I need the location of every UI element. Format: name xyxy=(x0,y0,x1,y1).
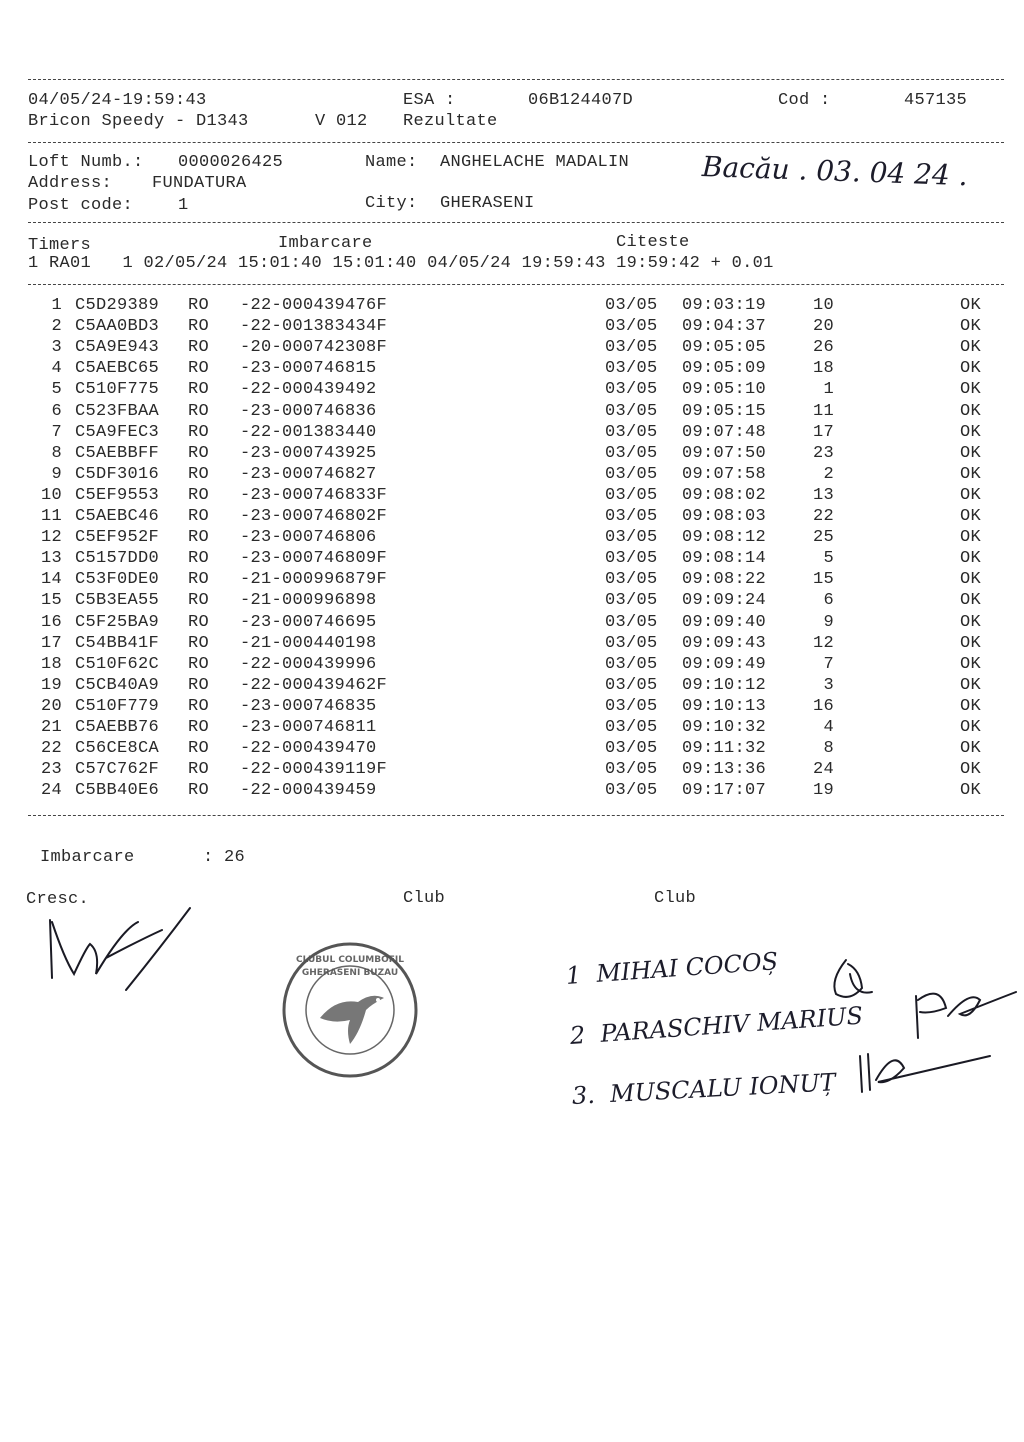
table-row xyxy=(0,549,1024,570)
row-time: 09:04:37 xyxy=(682,317,767,337)
row-country: RO xyxy=(188,464,210,484)
row-index: 9 xyxy=(51,464,62,484)
table-row xyxy=(0,380,1024,401)
row-position: 3 xyxy=(823,675,834,695)
row-country: RO xyxy=(188,296,210,315)
row-status: OK xyxy=(960,549,982,569)
cod-label: Cod : xyxy=(778,91,831,110)
timers-label: Timers xyxy=(28,236,92,255)
row-date: 03/05 xyxy=(605,296,658,315)
row-position: 20 xyxy=(812,317,834,337)
loft-numb-value: 0000026425 xyxy=(178,153,284,172)
separator-header xyxy=(28,142,1004,143)
row-status: OK xyxy=(960,296,982,315)
row-date: 03/05 xyxy=(605,675,658,695)
row-country: RO xyxy=(188,654,210,674)
row-ring: -22-000439462F xyxy=(240,675,388,695)
city-value: GHERASENI xyxy=(440,194,535,213)
row-time: 09:05:05 xyxy=(682,338,767,358)
row-status: OK xyxy=(960,654,982,674)
breeder-signature xyxy=(40,900,200,1000)
postcode-value: 1 xyxy=(178,196,189,215)
row-chip: C53F0DE0 xyxy=(75,570,160,590)
row-status: OK xyxy=(960,760,982,780)
row-date: 03/05 xyxy=(605,380,658,400)
table-row xyxy=(0,697,1024,718)
table-row xyxy=(0,760,1024,781)
row-ring: -23-000746695 xyxy=(240,612,377,632)
row-date: 03/05 xyxy=(605,422,658,442)
row-index: 12 xyxy=(40,528,62,548)
row-time: 09:09:40 xyxy=(682,612,767,632)
table-row xyxy=(0,528,1024,549)
row-date: 03/05 xyxy=(605,612,658,632)
row-index: 17 xyxy=(40,633,62,653)
table-row xyxy=(0,444,1024,465)
row-ring: -20-000742308F xyxy=(240,338,388,358)
row-status: OK xyxy=(960,380,982,400)
row-status: OK xyxy=(960,675,982,695)
row-index: 10 xyxy=(40,485,62,505)
row-status: OK xyxy=(960,633,982,653)
row-date: 03/05 xyxy=(605,654,658,674)
row-country: RO xyxy=(188,338,210,358)
row-time: 09:07:48 xyxy=(682,422,767,442)
table-row xyxy=(0,739,1024,760)
row-date: 03/05 xyxy=(605,401,658,421)
row-status: OK xyxy=(960,739,982,759)
row-position: 10 xyxy=(812,296,834,315)
witness-1: 1 MIHAI COCOȘ xyxy=(565,947,779,990)
row-ring: -23-000746827 xyxy=(240,464,377,484)
row-country: RO xyxy=(188,317,210,337)
row-status: OK xyxy=(960,507,982,526)
row-ring: -21-000440198 xyxy=(240,633,377,653)
row-date: 03/05 xyxy=(605,359,658,379)
row-chip: C5AEBBFF xyxy=(75,443,160,463)
row-ring: -22-000439476F xyxy=(240,296,388,315)
row-ring: -22-000439492 xyxy=(240,380,377,400)
row-ring: -22-000439996 xyxy=(240,654,377,674)
row-ring: -23-000746811 xyxy=(240,718,377,737)
row-status: OK xyxy=(960,359,982,379)
row-time: 09:09:49 xyxy=(682,654,767,674)
row-position: 13 xyxy=(812,485,834,505)
row-country: RO xyxy=(188,570,210,590)
row-status: OK xyxy=(960,718,982,737)
imbarcare-total-value: : 26 xyxy=(203,848,246,867)
row-ring: -21-000996898 xyxy=(240,591,377,611)
row-status: OK xyxy=(960,464,982,484)
row-date: 03/05 xyxy=(605,633,658,653)
row-index: 1 xyxy=(51,296,62,315)
row-index: 24 xyxy=(40,781,62,801)
row-time: 09:09:24 xyxy=(682,591,767,611)
row-position: 7 xyxy=(823,654,834,674)
row-ring: -22-000439459 xyxy=(240,781,377,801)
row-chip: C5EF952F xyxy=(75,528,160,548)
handwritten-date-note: Bacău . 03. 04 24 . xyxy=(701,150,969,193)
name-value: ANGHELACHE MADALIN xyxy=(440,153,630,172)
table-row xyxy=(0,359,1024,380)
row-ring: -23-000746802F xyxy=(240,507,388,526)
row-chip: C54BB41F xyxy=(75,633,160,653)
row-chip: C5AEBB76 xyxy=(75,718,160,737)
row-ring: -22-001383434F xyxy=(240,317,388,337)
row-status: OK xyxy=(960,422,982,442)
row-position: 6 xyxy=(823,591,834,611)
row-chip: C5EF9553 xyxy=(75,485,160,505)
row-position: 23 xyxy=(812,443,834,463)
row-date: 03/05 xyxy=(605,718,658,737)
row-time: 09:09:43 xyxy=(682,633,767,653)
device-version: V 012 xyxy=(315,112,368,131)
row-position: 18 xyxy=(812,359,834,379)
table-row xyxy=(0,402,1024,423)
row-ring: -23-000743925 xyxy=(240,443,377,463)
row-index: 16 xyxy=(40,612,62,632)
row-date: 03/05 xyxy=(605,443,658,463)
row-date: 03/05 xyxy=(605,338,658,358)
witness-2: 2 PARASCHIV MARIUS xyxy=(569,1001,864,1050)
row-position: 22 xyxy=(812,507,834,526)
row-ring: -23-000746809F xyxy=(240,549,388,569)
table-row xyxy=(0,296,1024,317)
row-country: RO xyxy=(188,696,210,716)
row-position: 2 xyxy=(823,464,834,484)
row-index: 14 xyxy=(40,570,62,590)
separator-results xyxy=(28,815,1004,816)
row-time: 09:10:12 xyxy=(682,675,767,695)
row-country: RO xyxy=(188,380,210,400)
pigeon-icon xyxy=(320,996,384,1044)
row-status: OK xyxy=(960,591,982,611)
row-chip: C5CB40A9 xyxy=(75,675,160,695)
row-position: 9 xyxy=(823,612,834,632)
row-date: 03/05 xyxy=(605,549,658,569)
row-position: 25 xyxy=(812,528,834,548)
table-row xyxy=(0,486,1024,507)
row-chip: C510F779 xyxy=(75,696,160,716)
row-country: RO xyxy=(188,760,210,780)
row-time: 09:03:19 xyxy=(682,296,767,315)
row-country: RO xyxy=(188,359,210,379)
row-country: RO xyxy=(188,675,210,695)
witness-signatures xyxy=(820,930,1020,1130)
row-country: RO xyxy=(188,422,210,442)
row-ring: -21-000996879F xyxy=(240,570,388,590)
row-position: 12 xyxy=(812,633,834,653)
row-position: 26 xyxy=(812,338,834,358)
row-ring: -22-001383440 xyxy=(240,422,377,442)
row-ring: -23-000746835 xyxy=(240,696,377,716)
row-ring: -22-000439470 xyxy=(240,739,377,759)
row-country: RO xyxy=(188,781,210,801)
row-ring: -22-000439119F xyxy=(240,760,388,780)
row-position: 15 xyxy=(812,570,834,590)
address-value: FUNDATURA xyxy=(152,174,247,193)
row-index: 20 xyxy=(40,696,62,716)
row-chip: C5BB40E6 xyxy=(75,781,160,801)
table-row xyxy=(0,570,1024,591)
row-date: 03/05 xyxy=(605,317,658,337)
row-ring: -23-000746806 xyxy=(240,528,377,548)
row-time: 09:05:09 xyxy=(682,359,767,379)
table-row xyxy=(0,781,1024,802)
row-time: 09:05:10 xyxy=(682,380,767,400)
row-chip: C5B3EA55 xyxy=(75,591,160,611)
cresc-label: Cresc. xyxy=(26,890,90,909)
row-position: 5 xyxy=(823,549,834,569)
row-date: 03/05 xyxy=(605,739,658,759)
row-index: 5 xyxy=(51,380,62,400)
row-status: OK xyxy=(960,401,982,421)
row-index: 2 xyxy=(51,317,62,337)
postcode-label: Post code: xyxy=(28,196,134,215)
row-position: 17 xyxy=(812,422,834,442)
club-label-1: Club xyxy=(403,889,446,908)
row-position: 19 xyxy=(812,781,834,801)
row-status: OK xyxy=(960,781,982,801)
row-index: 11 xyxy=(40,507,62,526)
row-index: 22 xyxy=(40,739,62,759)
row-chip: C5AEBC46 xyxy=(75,507,160,526)
row-country: RO xyxy=(188,401,210,421)
row-ring: -23-000746815 xyxy=(240,359,377,379)
row-index: 23 xyxy=(40,760,62,780)
stamp-text: CLUBUL COLUMBOFIL GHERASENI BUZAU xyxy=(295,955,405,978)
timers-citeste-label: Citeste xyxy=(616,233,690,252)
table-row xyxy=(0,465,1024,486)
row-country: RO xyxy=(188,507,210,526)
row-status: OK xyxy=(960,317,982,337)
row-status: OK xyxy=(960,570,982,590)
loft-numb-label: Loft Numb.: xyxy=(28,153,144,172)
table-row xyxy=(0,507,1024,528)
row-index: 18 xyxy=(40,654,62,674)
row-time: 09:08:14 xyxy=(682,549,767,569)
row-position: 11 xyxy=(812,401,834,421)
name-label: Name: xyxy=(365,153,418,172)
row-status: OK xyxy=(960,696,982,716)
row-date: 03/05 xyxy=(605,528,658,548)
table-row xyxy=(0,613,1024,634)
row-time: 09:10:32 xyxy=(682,718,767,737)
row-date: 03/05 xyxy=(605,570,658,590)
cod-value: 457135 xyxy=(904,91,968,110)
row-country: RO xyxy=(188,739,210,759)
row-position: 4 xyxy=(823,718,834,737)
row-index: 13 xyxy=(40,549,62,569)
row-country: RO xyxy=(188,443,210,463)
device-name: Bricon Speedy - D1343 xyxy=(28,112,249,131)
table-row xyxy=(0,634,1024,655)
esa-label: ESA : xyxy=(403,91,456,110)
report-mode: Rezultate xyxy=(403,112,498,131)
row-time: 09:17:07 xyxy=(682,781,767,801)
table-row xyxy=(0,676,1024,697)
row-country: RO xyxy=(188,591,210,611)
row-chip: C5AA0BD3 xyxy=(75,317,160,337)
row-index: 3 xyxy=(51,338,62,358)
separator-top xyxy=(28,79,1004,80)
row-country: RO xyxy=(188,612,210,632)
row-date: 03/05 xyxy=(605,507,658,526)
row-country: RO xyxy=(188,633,210,653)
row-ring: -23-000746833F xyxy=(240,485,388,505)
table-row xyxy=(0,423,1024,444)
row-time: 09:08:02 xyxy=(682,485,767,505)
row-date: 03/05 xyxy=(605,781,658,801)
row-country: RO xyxy=(188,528,210,548)
row-country: RO xyxy=(188,549,210,569)
row-chip: C5F25BA9 xyxy=(75,612,160,632)
table-row xyxy=(0,718,1024,739)
table-row xyxy=(0,655,1024,676)
row-chip: C510F62C xyxy=(75,654,160,674)
row-index: 4 xyxy=(51,359,62,379)
row-time: 09:07:50 xyxy=(682,443,767,463)
separator-timers xyxy=(28,284,1004,285)
row-date: 03/05 xyxy=(605,591,658,611)
row-position: 16 xyxy=(812,696,834,716)
row-date: 03/05 xyxy=(605,464,658,484)
row-ring: -23-000746836 xyxy=(240,401,377,421)
timers-imbarcare-label: Imbarcare xyxy=(278,234,373,253)
row-position: 8 xyxy=(823,739,834,759)
row-time: 09:11:32 xyxy=(682,739,767,759)
row-chip: C5DF3016 xyxy=(75,464,160,484)
row-time: 09:07:58 xyxy=(682,464,767,484)
row-time: 09:08:22 xyxy=(682,570,767,590)
table-row xyxy=(0,338,1024,359)
row-chip: C510F775 xyxy=(75,380,160,400)
row-chip: C5D29389 xyxy=(75,296,160,315)
row-time: 09:10:13 xyxy=(682,696,767,716)
address-label: Address: xyxy=(28,174,113,193)
row-time: 09:08:03 xyxy=(682,507,767,526)
row-date: 03/05 xyxy=(605,485,658,505)
row-date: 03/05 xyxy=(605,760,658,780)
club-stamp xyxy=(280,940,420,1080)
row-status: OK xyxy=(960,612,982,632)
row-chip: C56CE8CA xyxy=(75,739,160,759)
row-index: 21 xyxy=(40,718,62,737)
row-index: 7 xyxy=(51,422,62,442)
print-datetime: 04/05/24-19:59:43 xyxy=(28,91,207,110)
timers-line: 1 RA01 1 02/05/24 15:01:40 15:01:40 04/05/24 19:59:43 19:59:42 + 0.01 xyxy=(28,254,774,273)
row-chip: C5AEBC65 xyxy=(75,359,160,379)
imbarcare-total-label: Imbarcare xyxy=(40,848,135,867)
row-index: 6 xyxy=(51,401,62,421)
row-position: 1 xyxy=(823,380,834,400)
witness-3: 3. MUSCALU IONUȚ xyxy=(571,1068,837,1110)
row-chip: C57C762F xyxy=(75,760,160,780)
row-status: OK xyxy=(960,485,982,505)
esa-value: 06B124407D xyxy=(528,91,634,110)
row-chip: C523FBAA xyxy=(75,401,160,421)
row-country: RO xyxy=(188,485,210,505)
row-chip: C5157DD0 xyxy=(75,549,160,569)
row-country: RO xyxy=(188,718,210,737)
row-index: 8 xyxy=(51,443,62,463)
table-row xyxy=(0,591,1024,612)
row-status: OK xyxy=(960,528,982,548)
city-label: City: xyxy=(365,194,418,213)
separator-loft xyxy=(28,222,1004,223)
row-position: 24 xyxy=(812,760,834,780)
row-date: 03/05 xyxy=(605,696,658,716)
row-time: 09:08:12 xyxy=(682,528,767,548)
row-chip: C5A9FEC3 xyxy=(75,422,160,442)
table-row xyxy=(0,317,1024,338)
row-time: 09:13:36 xyxy=(682,760,767,780)
club-label-2: Club xyxy=(654,889,697,908)
row-index: 19 xyxy=(40,675,62,695)
row-index: 15 xyxy=(40,591,62,611)
row-status: OK xyxy=(960,443,982,463)
row-time: 09:05:15 xyxy=(682,401,767,421)
row-chip: C5A9E943 xyxy=(75,338,160,358)
row-status: OK xyxy=(960,338,982,358)
